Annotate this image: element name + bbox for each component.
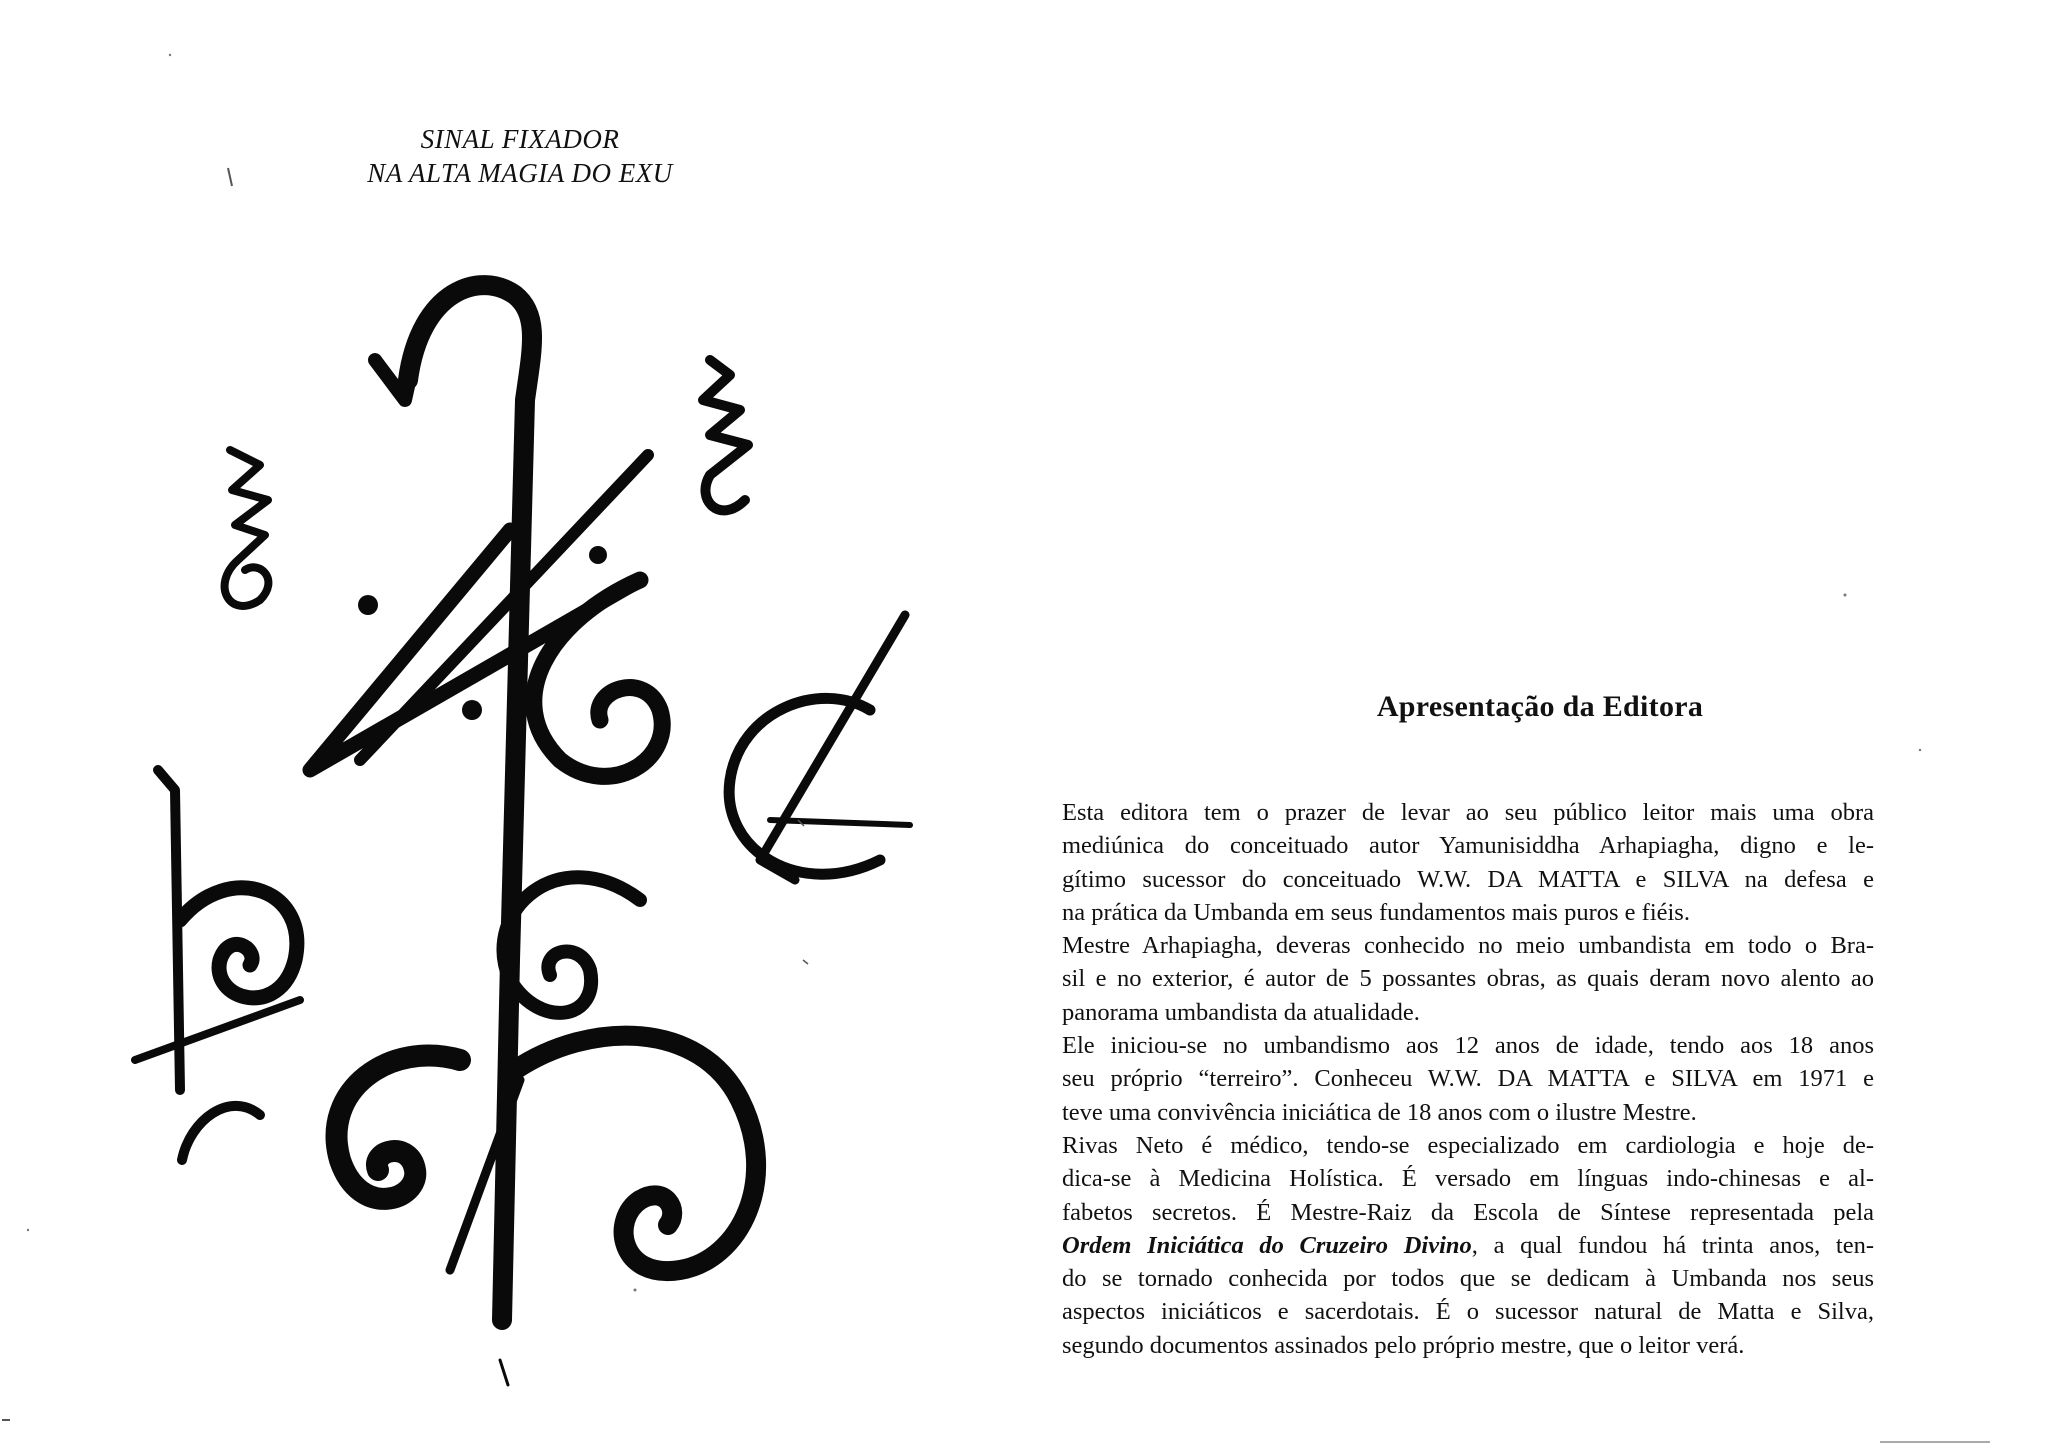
text-line: dica-se à Medicina Holística. É versado em línguas indo-chinesas e al- [1062,1165,1874,1193]
order-name: Ordem Iniciática do Cruzeiro Divino [1062,1231,1472,1259]
text-line-emphasis [1062,1229,1874,1262]
text-line: na prática da Umbanda em seus fundamentos mais puros e fiéis. [1062,898,1690,926]
text-line: Rivas Neto é médico, tendo-se especializado em cardiologia e hoje de- [1062,1131,1874,1159]
text-line: panorama umbandista da atualidade. [1062,998,1420,1026]
text-line: Ele iniciou-se no umbandismo aos 12 anos de idade, tendo aos 18 anos [1062,1032,1874,1060]
caption-line-1: SINAL FIXADOR [420,124,620,154]
text-line: gítimo sucessor do conceituado W.W. DA MATTA e SILVA na defesa e [1062,865,1874,893]
caption-line-2: NA ALTA MAGIA DO EXU [367,158,673,188]
text-line: seu próprio “terreiro”. Conheceu W.W. DA MATTA e SILVA em 1971 e [1062,1065,1874,1093]
text-line: mediúnica do conceituado autor Yamunisiddha Arhapiagha, digno e le- [1062,832,1874,860]
body-text [1062,796,1874,1362]
text-line: fabetos secretos. É Mestre-Raiz da Escola de Síntese representada pela [1062,1198,1874,1226]
text-line: Esta editora tem o prazer de levar ao seu público leitor mais uma obra [1062,799,1874,826]
text-line: Mestre Arhapiagha, deveras conhecido no meio umbandista em todo o Bra- [1062,932,1874,960]
text-line: do se tornado conhecida por todos que se dedicam à Umbanda nos seus [1062,1265,1874,1293]
text-line: teve uma convivência iniciática de 18 anos com o ilustre Mestre. [1062,1098,1697,1126]
text-line: sil e no exterior, é autor de 5 possantes obras, as quais deram novo alento ao [1062,965,1874,993]
section-heading: Apresentação da Editora [1376,690,1704,723]
order-name-rest: , a qual fundou há trinta anos, ten- [1471,1231,1874,1259]
esoteric-sigil-icon [120,260,920,1410]
text-line: aspectos iniciáticos e sacerdotais. É o sucessor natural de Matta e Silva, [1062,1298,1874,1326]
figure-caption [330,122,710,190]
text-line: segundo documentos assinados pelo próprio mestre, que o leitor verá. [1062,1331,1745,1359]
right-page [1024,0,2048,1452]
